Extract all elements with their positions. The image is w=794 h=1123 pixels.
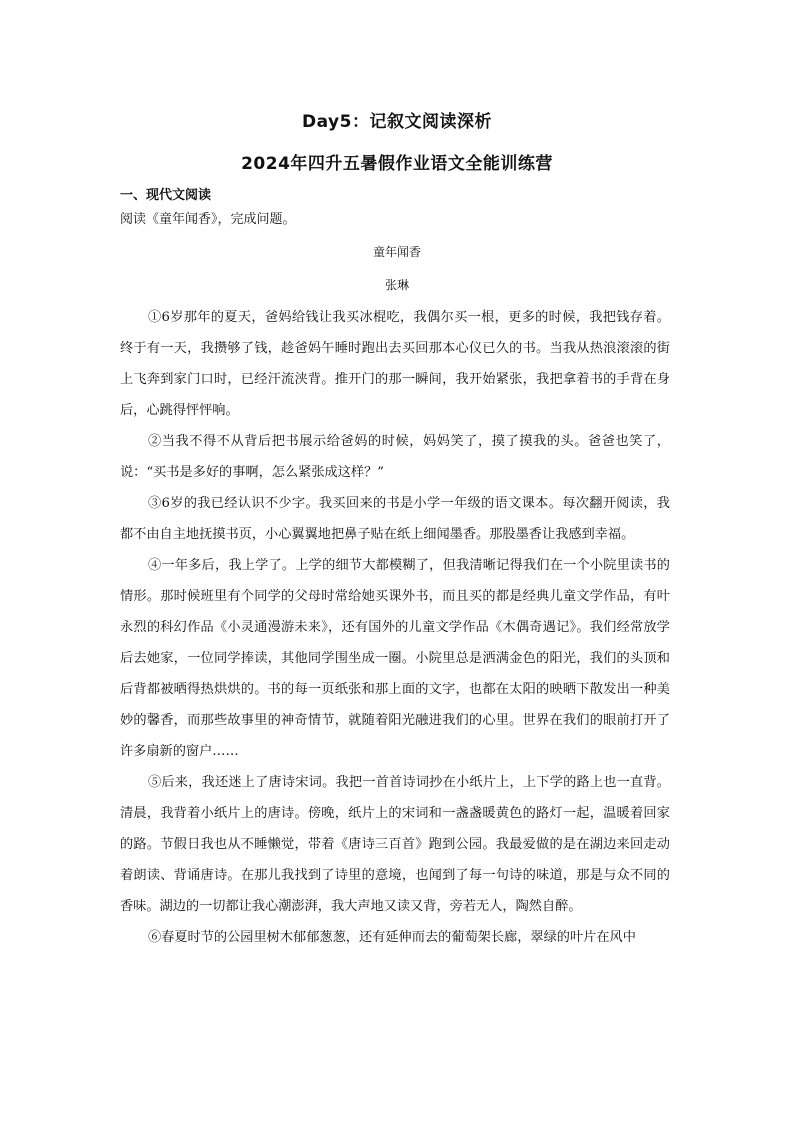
reading-instruction: 阅读《童年闻香》，完成问题。 [120,212,296,227]
paragraph-4: ④一年多后，我上学了。上学的细节大都模糊了，但我清晰记得我们在一个小院里读书的情形。那时候班里有个同学的父母时常给她买课外书，而且买的都是经典儿童文学作品，有叶永烈的科幻作品《小灵通漫游未来》，还有国外的儿童文学作品《木偶奇遇记》。我们经常放学后去她家，一位同学捧读，其他同学围坐成一圈。小院里总是洒满金色的阳光，我们的头顶和后背都被晒得热烘烘的。书的每一页纸张和那上面的文字，也都在太阳的映晒下散发出一种美妙的馨香，而那些故事里的神奇情节，就随着阳光融进我们的心里。世界在我们的眼前打开了许多扇新的窗户…… [120,558,670,759]
paragraph-6: ⑥春夏时节的公园里树木郁郁葱葱，还有延伸而去的葡萄架长廊，翠绿的叶片在风中 [148,930,636,945]
paragraph-2: ②当我不得不从背后把书展示给爸妈的时候，妈妈笑了，摸了摸我的头。爸爸也笑了，说：“买书是多好的事啊，怎么紧张成这样？” [120,434,670,480]
paragraph-5: ⑤后来，我还迷上了唐诗宋词。我把一首首诗词抄在小纸片上，上下学的路上也一直背。清晨，我背着小纸片上的唐诗。傍晚，纸片上的宋词和一盏盏暖黄色的路灯一起，温暖着回家的路。节假日我也从不睡懒觉，带着《唐诗三百首》跑到公园。我最爱做的是在湖边来回走动着朗读、背诵唐诗。在那儿我找到了诗里的意境，也闻到了每一句诗的味道，那是与众不同的香味。湖边的一切都让我心潮澎湃，我大声地又读又背，旁若无人，陶然自醉。 [120,775,670,914]
paragraph-3: ③6岁的我已经认识不少字。我买回来的书是小学一年级的语文课本。每次翻开阅读，我都不由自主地抚摸书页，小心翼翼地把鼻子贴在纸上细闻墨香。那股墨香让我感到幸福。 [120,496,670,542]
article-title: 童年闻香 [372,245,421,259]
article-body [120,302,670,953]
document-title: Day5：记叙文阅读深析 [302,112,492,132]
document-subtitle: 2024年四升五暑假作业语文全能训练营 [241,154,553,174]
paragraph-1: ①6岁那年的夏天，爸妈给钱让我买冰棍吃，我偶尔买一根，更多的时候，我把钱存着。终于有一天，我攒够了钱，趁爸妈午睡时跑出去买回那本心仪已久的书。当我从热浪滚滚的街上飞奔到家门口时，已经汗流浃背。推开门的那一瞬间，我开始紧张，我把拿着书的手背在身后，心跳得怦怦响。 [120,310,670,418]
article-author: 张琳 [384,278,409,292]
section-heading: 一、现代文阅读 [120,188,212,203]
